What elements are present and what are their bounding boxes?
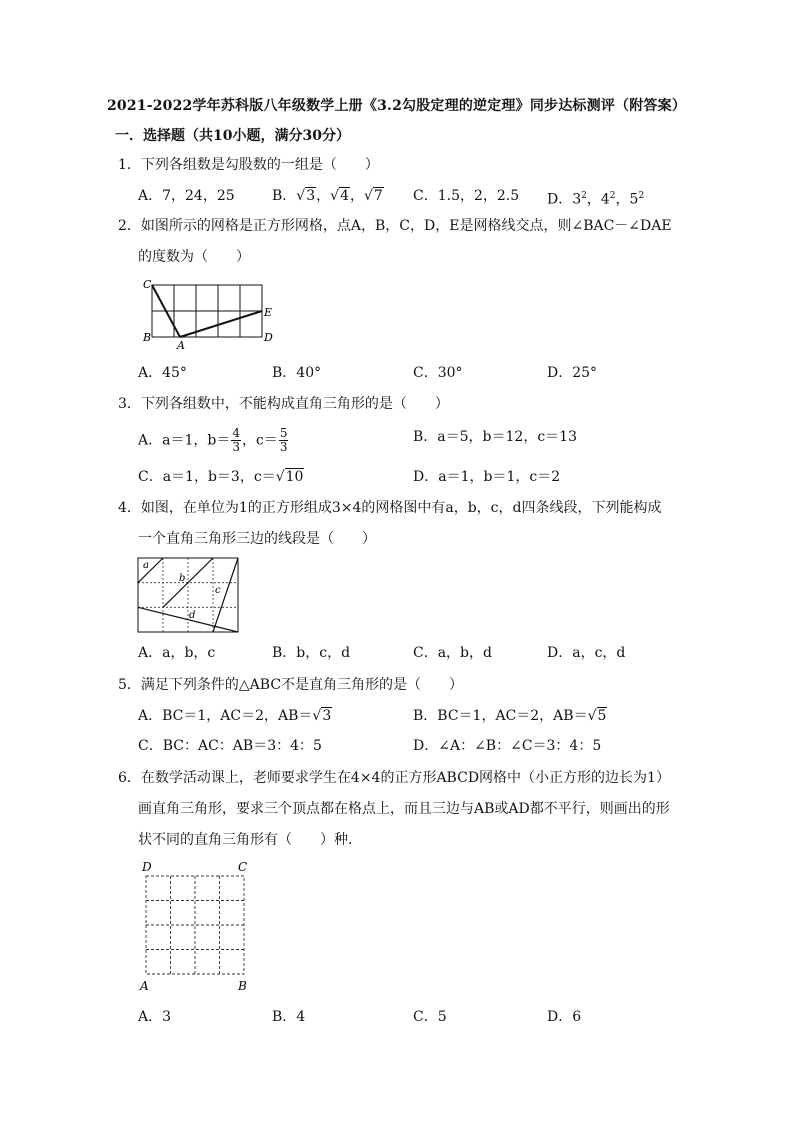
q2-stem: 2．如图所示的网格是正方形网格，点A，B，C，D，E是网格线交点，则∠BAC－∠DAE: [118, 218, 672, 234]
q2-label-d: D: [264, 331, 273, 344]
q6-label-b: B: [238, 979, 247, 993]
q6-stem: 6．在数学活动课上，老师要求学生在4×4的正方形ABCD网格中（小正方形的边长为1）: [118, 770, 670, 786]
q3-option-a: A．a＝1，b＝ $\frac{4}{3}$ ，c＝ $\frac{5}{3}$: [138, 426, 288, 454]
q1-option-c: C．1.5，2，2.5: [413, 188, 520, 204]
q4-option-c: C．a，b，d: [413, 645, 492, 661]
section-heading: 一．选择题（共10小题，满分30分）: [115, 128, 350, 144]
q1-option-a: A．7，24，25: [138, 188, 235, 204]
q2-option-a: A．45°: [138, 365, 187, 381]
q6-option-d: D．6: [547, 1009, 582, 1025]
q1-stem: 1．下列各组数是勾股数的一组是（ ）: [118, 157, 379, 173]
document-title: 2021-2022学年苏科版八年级数学上册《3.2勾股定理的逆定理》同步达标测评（附答案）: [106, 98, 687, 114]
q2-option-d: D．25°: [547, 365, 598, 381]
q4-label-a: a: [143, 560, 149, 571]
q1-b-radicand-2: 4: [340, 188, 349, 204]
q2-stem-continued: 的度数为（ ）: [138, 249, 250, 265]
q2-grid-figure: [140, 278, 280, 350]
q1-option-d: D．$3^2$，$4^2$，$5^2$: [547, 191, 645, 208]
q3-option-d: D．a＝1，b＝1，c＝2: [413, 469, 561, 485]
q4-grid-figure: [136, 556, 242, 636]
q2-option-b: B．40°: [272, 365, 322, 381]
q3-option-b: B．a＝5，b＝12，c＝13: [413, 429, 577, 445]
q3-stem: 3．下列各组数中，不能构成直角三角形的是（ ）: [118, 396, 449, 412]
q6-option-b: B．4: [272, 1009, 306, 1025]
q4-label-c: c: [215, 585, 221, 596]
q1-b-radicand-3: 7: [373, 188, 383, 204]
q6-option-a: A．3: [138, 1009, 172, 1025]
q6-label-d: D: [142, 860, 152, 874]
q4-stem-continued: 一个直角三角形三边的线段是（ ）: [138, 531, 376, 547]
q2-label-e: E: [264, 306, 273, 319]
q6-label-a: A: [140, 979, 149, 993]
q1-b-radicand-1: 3: [306, 188, 316, 204]
q5-stem: 5．满足下列条件的△ABC不是直角三角形的是（ ）: [118, 677, 464, 693]
q4-stem: 4．如图，在单位为1的正方形组成3×4的网格图中有a，b，c，d四条线段，下列能构成: [118, 500, 662, 516]
q4-option-a: A．a，b，c: [138, 645, 216, 661]
q4-option-b: B．b，c，d: [272, 645, 351, 661]
q2-label-c: C: [143, 278, 152, 291]
q3-option-c: C．a＝1，b＝3，c＝√10: [138, 469, 304, 485]
q6-option-c: C．5: [413, 1009, 447, 1025]
q6-stem-continued-2: 状不同的直角三角形有（ ）种．: [138, 832, 362, 848]
q6-stem-continued: 画直角三角形，要求三个顶点都在格点上，而且三边与AB或AD都不平行，则画出的形: [138, 801, 670, 817]
q1-option-b: B．√3，√4，√7: [272, 188, 383, 204]
q6-label-c: C: [238, 860, 248, 874]
q5-option-d: D．∠A：∠B：∠C＝3：4：5: [413, 738, 602, 754]
q6-grid-figure: [136, 858, 256, 996]
q4-label-d: d: [189, 610, 196, 621]
q5-option-a: A．BC＝1，AC＝2，AB＝√3: [138, 708, 332, 724]
q5-option-c: C．BC：AC：AB＝3：4：5: [138, 738, 322, 754]
q2-label-a: A: [177, 339, 185, 350]
q2-option-c: C．30°: [413, 365, 463, 381]
q5-option-b: B．BC＝1，AC＝2，AB＝√5: [413, 708, 607, 724]
q4-label-b: b: [179, 573, 186, 584]
q2-label-b: B: [143, 331, 152, 344]
q4-option-d: D．a，c，d: [547, 645, 626, 661]
